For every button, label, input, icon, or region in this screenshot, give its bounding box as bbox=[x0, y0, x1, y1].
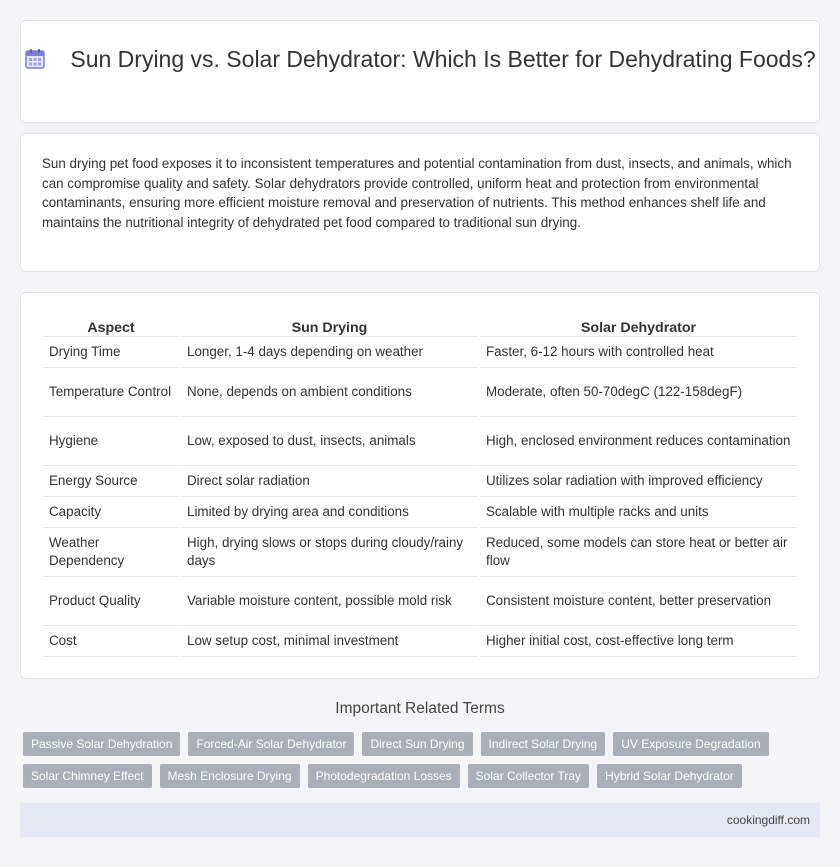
cell-solar-dehydrator: Utilizes solar radiation with improved efficiency bbox=[480, 466, 797, 497]
table-row bbox=[43, 497, 797, 528]
tag-photodegradation-losses[interactable]: Photodegradation Losses bbox=[308, 764, 460, 788]
cell-solar-dehydrator: High, enclosed environment reduces contamination bbox=[480, 417, 797, 466]
table-row bbox=[43, 626, 797, 657]
comparison-card bbox=[20, 292, 820, 679]
tag-uv-exposure-degradation[interactable]: UV Exposure Degradation bbox=[613, 732, 768, 756]
intro-paragraph: Sun drying pet food exposes it to inconsistent temperatures and potential contamination from dust, insects, and animals, which can compromise quality and safety. Solar dehydrators provide controlled, uniform heat and protection from environmental contaminants, ensuring more efficient moisture removal and preservation of nutrients. This method enhances shelf life and maintains the nutritional integrity of dehydrated pet food compared to traditional sun drying. bbox=[42, 156, 792, 230]
table-row bbox=[43, 337, 797, 368]
cell-solar-dehydrator: Consistent moisture content, better preservation bbox=[480, 577, 797, 626]
tag-indirect-solar-drying[interactable]: Indirect Solar Drying bbox=[481, 732, 606, 756]
table-row bbox=[43, 528, 797, 577]
header-sun-drying: Sun Drying bbox=[181, 315, 478, 337]
cell-aspect: Hygiene bbox=[43, 417, 179, 466]
intro-card bbox=[20, 133, 820, 272]
cell-aspect: Capacity bbox=[43, 497, 179, 528]
tag-solar-chimney-effect[interactable]: Solar Chimney Effect bbox=[23, 764, 152, 788]
cell-sun-drying: Limited by drying area and conditions bbox=[181, 497, 478, 528]
title-card bbox=[20, 20, 820, 123]
cell-aspect: Temperature Control bbox=[43, 368, 179, 417]
cell-sun-drying: Direct solar radiation bbox=[181, 466, 478, 497]
cell-sun-drying: None, depends on ambient conditions bbox=[181, 368, 478, 417]
cell-aspect: Cost bbox=[43, 626, 179, 657]
table-header-row bbox=[43, 315, 797, 337]
cell-aspect: Energy Source bbox=[43, 466, 179, 497]
comparison-table bbox=[41, 315, 799, 657]
cell-solar-dehydrator: Faster, 6-12 hours with controlled heat bbox=[480, 337, 797, 368]
cell-solar-dehydrator: Moderate, often 50-70degC (122-158degF) bbox=[480, 368, 797, 417]
page-title: Sun Drying vs. Solar Dehydrator: Which Is Better for Dehydrating Foods? bbox=[70, 46, 816, 72]
calendar-icon bbox=[24, 48, 46, 70]
table-row bbox=[43, 466, 797, 497]
tag-solar-collector-tray[interactable]: Solar Collector Tray bbox=[468, 764, 589, 788]
cell-aspect: Weather Dependency bbox=[43, 528, 179, 577]
cell-sun-drying: Low, exposed to dust, insects, animals bbox=[181, 417, 478, 466]
tag-direct-sun-drying[interactable]: Direct Sun Drying bbox=[362, 732, 472, 756]
cell-sun-drying: High, drying slows or stops during cloudy/rainy days bbox=[181, 528, 478, 577]
page-title-wrap bbox=[21, 45, 819, 74]
header-solar-dehydrator: Solar Dehydrator bbox=[480, 315, 797, 337]
cell-sun-drying: Longer, 1-4 days depending on weather bbox=[181, 337, 478, 368]
cell-aspect: Drying Time bbox=[43, 337, 179, 368]
header-aspect: Aspect bbox=[43, 315, 179, 337]
table-row bbox=[43, 417, 797, 466]
related-terms-heading: Important Related Terms bbox=[335, 700, 505, 717]
cell-aspect: Product Quality bbox=[43, 577, 179, 626]
cell-solar-dehydrator: Scalable with multiple racks and units bbox=[480, 497, 797, 528]
tag-forced-air-solar-dehydrator[interactable]: Forced-Air Solar Dehydrator bbox=[188, 732, 354, 756]
cell-solar-dehydrator: Higher initial cost, cost-effective long term bbox=[480, 626, 797, 657]
footer bbox=[20, 803, 820, 837]
table-row bbox=[43, 577, 797, 626]
cell-solar-dehydrator: Reduced, some models can store heat or better air flow bbox=[480, 528, 797, 577]
tag-mesh-enclosure-drying[interactable]: Mesh Enclosure Drying bbox=[160, 764, 300, 788]
table-row bbox=[43, 368, 797, 417]
related-terms-list bbox=[23, 732, 813, 796]
tag-passive-solar-dehydration[interactable]: Passive Solar Dehydration bbox=[23, 732, 180, 756]
cell-sun-drying: Low setup cost, minimal investment bbox=[181, 626, 478, 657]
cell-sun-drying: Variable moisture content, possible mold risk bbox=[181, 577, 478, 626]
footer-site-link[interactable]: cookingdiff.com bbox=[726, 813, 810, 827]
tag-hybrid-solar-dehydrator[interactable]: Hybrid Solar Dehydrator bbox=[597, 764, 742, 788]
